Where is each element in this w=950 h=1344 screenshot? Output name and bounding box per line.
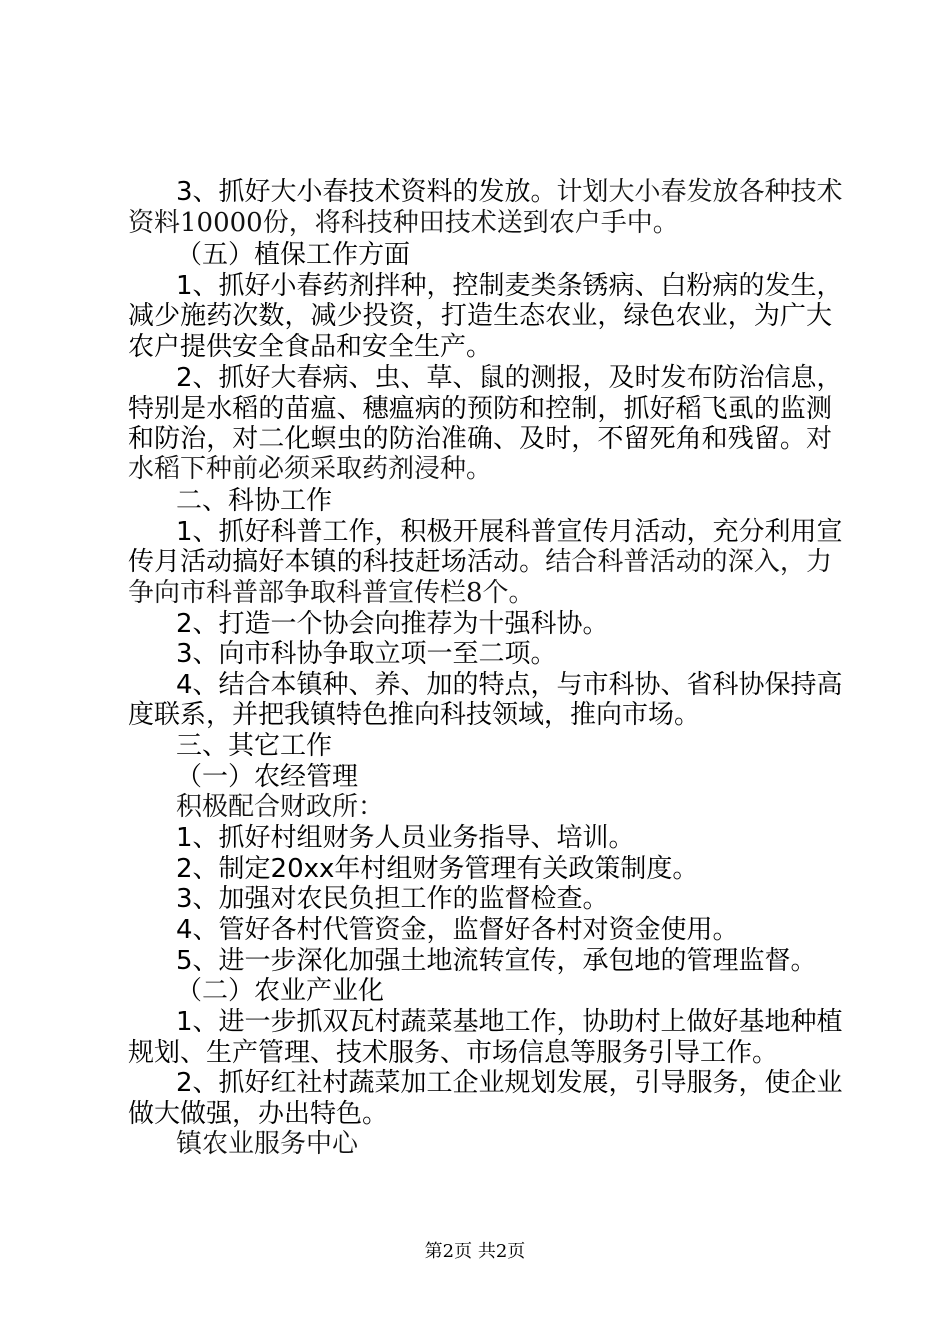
text-line: 减少施药次数，减少投资，打造生态农业，绿色农业，为广大 xyxy=(128,301,832,331)
text-line: 4、管好各村代管资金，监督好各村对资金使用。 xyxy=(176,915,739,945)
text-line: 争向市科普部争取科普宣传栏8个。 xyxy=(128,578,535,608)
page-footer: 第2页 共2页 xyxy=(424,1241,526,1262)
text-line: 2、抓好红社村蔬菜加工企业规划发展，引导服务，使企业 xyxy=(176,1068,843,1098)
text-line: 2、抓好大春病、虫、草、鼠的测报，及时发布防治信息， xyxy=(176,363,843,393)
section-heading: （五）植保工作方面 xyxy=(176,240,411,270)
section-heading: 三、其它工作 xyxy=(176,731,333,761)
text-line: 水稻下种前必须采取药剂浸种。 xyxy=(128,454,493,484)
signature-line: 镇农业服务中心 xyxy=(176,1129,359,1159)
text-line: 1、抓好小春药剂拌种，控制麦类条锈病、白粉病的发生， xyxy=(176,271,843,301)
text-line: 1、抓好村组财务人员业务指导、培训。 xyxy=(176,823,635,853)
text-line: 5、进一步深化加强土地流转宣传，承包地的管理监督。 xyxy=(176,946,817,976)
text-line: 传月活动搞好本镇的科技赶场活动。结合科普活动的深入，力 xyxy=(128,547,832,577)
text-line: 4、结合本镇种、养、加的特点，与市科协、省科协保持高 xyxy=(176,670,843,700)
text-line: 2、制定20xx年村组财务管理有关政策制度。 xyxy=(176,854,699,884)
text-line: 积极配合财政所： xyxy=(176,792,385,822)
text-line: 3、抓好大小春技术资料的发放。计划大小春发放各种技术 xyxy=(176,177,843,207)
text-line: 规划、生产管理、技术服务、市场信息等服务引导工作。 xyxy=(128,1038,779,1068)
text-line: 度联系，并把我镇特色推向科技领域，推向市场。 xyxy=(128,700,701,730)
text-line: 特别是水稻的苗瘟、穗瘟病的预防和控制，抓好稻飞虱的监测 xyxy=(128,394,832,424)
text-line: 做大做强，办出特色。 xyxy=(128,1099,389,1129)
section-heading: （一）农经管理 xyxy=(176,762,359,792)
text-line: 和防治，对二化螟虫的防治准确、及时，不留死角和残留。对 xyxy=(128,424,832,454)
section-heading: （二）农业产业化 xyxy=(176,976,385,1006)
text-line: 3、加强对农民负担工作的监督检查。 xyxy=(176,884,609,914)
text-line: 3、向市科协争取立项一至二项。 xyxy=(176,639,557,669)
section-heading: 二、科协工作 xyxy=(176,486,333,516)
text-line: 1、进一步抓双瓦村蔬菜基地工作，协助村上做好基地种植 xyxy=(176,1007,843,1037)
text-line: 1、抓好科普工作，积极开展科普宣传月活动，充分利用宣 xyxy=(176,517,843,547)
text-line: 2、打造一个协会向推荐为十强科协。 xyxy=(176,609,609,639)
text-line: 资料10000份，将科技种田技术送到农户手中。 xyxy=(128,208,679,238)
text-line: 农户提供安全食品和安全生产。 xyxy=(128,332,493,362)
